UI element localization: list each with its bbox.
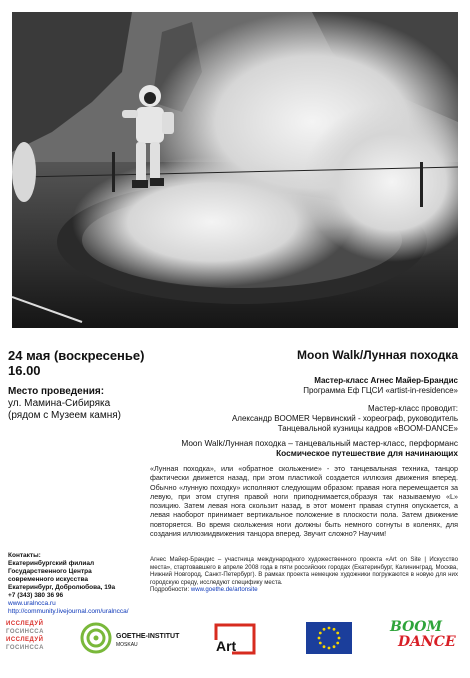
event-title: Moon Walk/Лунная походка <box>297 348 458 362</box>
boom-dance-logo <box>390 620 460 660</box>
artonsite-text: Art <box>216 638 237 654</box>
contacts-line-3: современного искусства <box>8 576 88 583</box>
contacts-address: Екатеринбург, Добролюбова, 19а <box>8 584 116 591</box>
event-date-time <box>8 348 144 378</box>
event-date: 24 мая (воскресенье) <box>8 348 145 363</box>
goethe-artonsite-link[interactable]: www.goethe.de/artonsite <box>190 586 258 593</box>
boom-text: BOOM <box>390 619 442 635</box>
artist-info <box>150 556 458 594</box>
contacts-line-1: Екатеринбургский филиал <box>8 560 95 567</box>
venue-label: Место проведения: <box>8 386 105 397</box>
issledui-line-1: ИССЛЕДУЙ <box>6 621 44 627</box>
eu-flag-icon <box>306 622 352 654</box>
event-time: 16.00 <box>8 363 41 378</box>
subtitle-block <box>181 438 458 458</box>
contacts-label: Контакты: <box>8 552 41 559</box>
partner-logos <box>0 620 470 670</box>
contacts-line-2: Государственного Центра <box>8 568 92 575</box>
goethe-city: MOSKAU <box>116 642 138 648</box>
dance-text: DANCE <box>398 634 456 650</box>
masterclass-program: Программа Еф ГЦСИ «artist-in-residence» <box>303 386 458 395</box>
eu-flag <box>306 622 352 654</box>
contacts-block <box>8 552 148 616</box>
issledui-line-2: ГОСИНСCA <box>6 629 44 635</box>
conductor-block <box>232 404 458 434</box>
goethe-emblem-icon <box>80 622 112 654</box>
contacts-site-link[interactable]: www.uralncca.ru <box>8 600 56 607</box>
conductor-label: Мастер-класс проводит: <box>368 404 458 413</box>
contacts-phone: +7 (343) 380 36 96 <box>8 592 64 599</box>
venue-note: (рядом с Музеем камня) <box>8 410 122 421</box>
conductor-line-2: Танцевальной кузницы кадров «BOOM-DANCE» <box>277 424 458 433</box>
artist-info-more <box>150 586 458 594</box>
artonsite-logo <box>212 622 260 656</box>
goethe-logo <box>80 622 180 656</box>
subtitle-line-1: Moon Walk/Лунная походка – танцевальный мастер-класс, перформанс <box>181 438 458 448</box>
issledui-logo <box>6 620 44 652</box>
hero-photo <box>12 12 458 328</box>
venue-address <box>8 398 148 422</box>
masterclass-block <box>303 376 458 396</box>
venue-street: ул. Мамина-Сибиряка <box>8 398 111 409</box>
artist-info-more-label: Подробности: <box>150 586 190 593</box>
description-text: «Лунная походка», или «обратное скольжение» - это танцевальная техника, танцор фактически движется назад, при этом пластикой создается иллюзия движения вперед. Обычно «лунную походку» исполняют следующим образом: правая нога перемещается за левую, при этом ступня правой ноги приподнимается,образуя так называемую «L» позицию. Затем левая нога скользит назад, в этот момент правая ступня опускается, а левая наоборот принимает вертикальное положение в плоскости пола. Затем движение повторяется. Во время скольжения ноги должны быть немного согнуты в коленях, для создания иллюзиидвижения танцора вперед. Звучит сложно? Научим! <box>150 464 458 539</box>
goethe-name: GOETHE-INSTITUT <box>116 633 180 640</box>
issledui-line-4: ГОСИНСCA <box>6 645 44 651</box>
conductor-line-1: Александр BOOMER Червинский - хореограф, руководитель <box>231 414 458 423</box>
artist-info-text: Агнес Майер-Брандис – участница международного художественного проекта «Art on Site | Искусство места», стартовавшего в апреле 2008 года в пяти российских городах (Екатеринбург, Калининград, Москва, Нижний Новгород, Санкт-Петербург). В рамках проекта немецкие художники погружаются в новую для них городскую среду, исследуют специфику места. <box>150 556 458 586</box>
contacts-blog-link[interactable]: http://community.livejournal.com/uralncca/ <box>8 608 129 615</box>
issledui-line-3: ИССЛЕДУЙ <box>6 637 44 643</box>
subtitle-line-2: Космическое путешествие для начинающих <box>276 448 458 458</box>
masterclass-host: Мастер-класс Агнес Майер-Брандис <box>314 376 458 385</box>
